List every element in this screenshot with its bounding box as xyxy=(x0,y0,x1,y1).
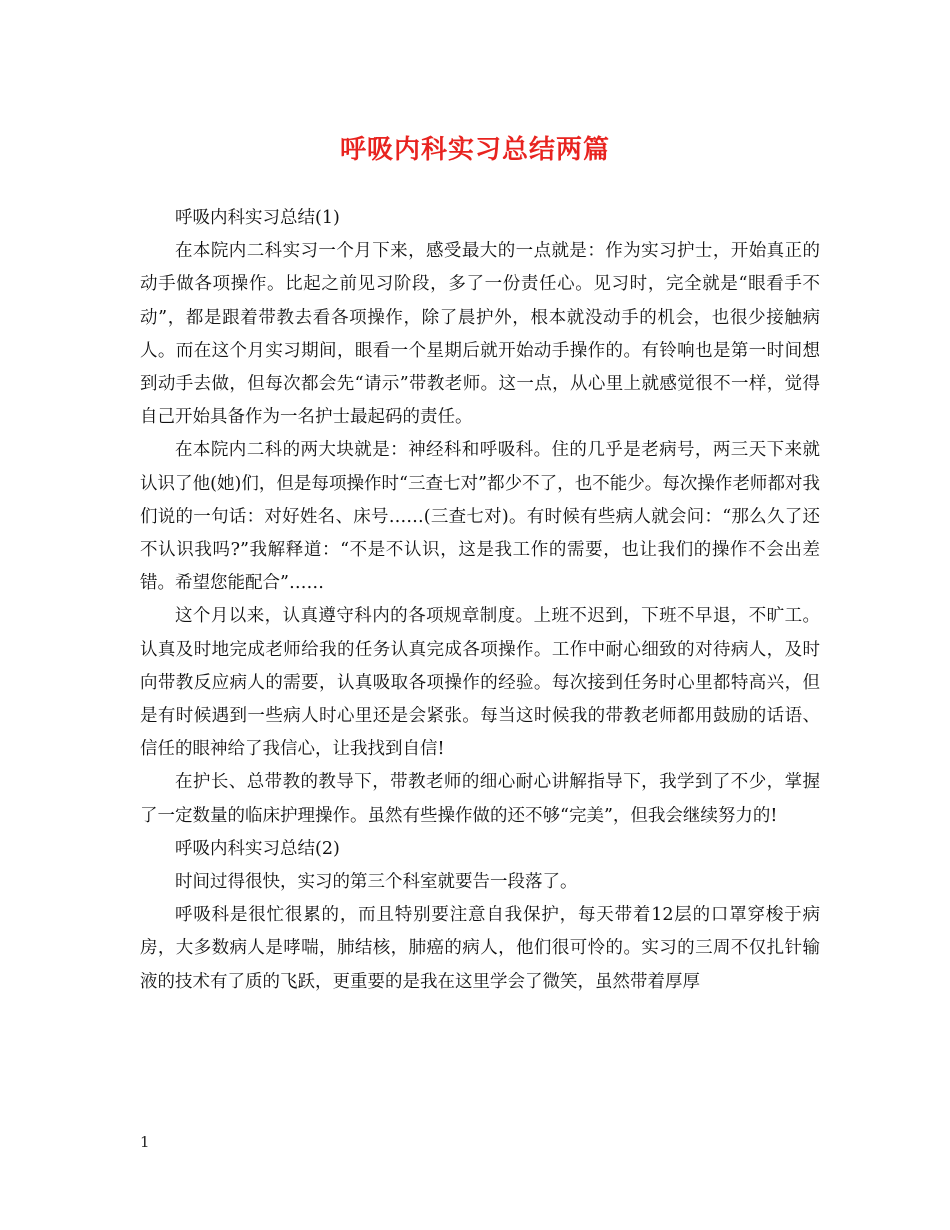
document-title: 呼吸内科实习总结两篇 xyxy=(339,135,610,165)
section-heading-1: 呼吸内科实习总结(1) xyxy=(175,208,340,228)
paragraph: 呼吸科是很忙很累的，而且特别要注意自我保护，每天带着12层的口罩穿梭于病房，大多数病人是哮喘，肺结核，肺癌的病人，他们很可怜的。实习的三周不仅扎针输液的技术有了质的飞跃，更重要的是我在这里学会了微笑，虽然带着厚厚 xyxy=(140,905,820,992)
paragraph: 时间过得很快，实习的第三个科室就要告一段落了。 xyxy=(175,872,578,893)
paragraph: 在护长、总带教的教导下，带教老师的细心耐心讲解指导下，我学到了不少，掌握了一定数量的临床护理操作。虽然有些操作做的还不够“完美”，但我会继续努力的! xyxy=(140,772,820,826)
section-heading-2: 呼吸内科实习总结(2) xyxy=(175,838,340,859)
document-body xyxy=(140,202,820,999)
paragraph: 这个月以来，认真遵守科内的各项规章制度。上班不迟到，下班不早退，不旷工。认真及时地完成老师给我的任务认真完成各项操作。工作中耐心细致的对待病人，及时向带教反应病人的需要，认真吸取各项操作的经验。每次接到任务时心里都特高兴，但是有时候遇到一些病人时心里还是会紧张。每当这时候我的带教老师都用鼓励的话语、信任的眼神给了我信心，让我找到自信! xyxy=(140,606,820,760)
paragraph: 在本院内二科的两大块就是：神经科和呼吸科。住的几乎是老病号，两三天下来就认识了他(她)们，但是每项操作时“三查七对”都少不了，也不能少。每次操作老师都对我们说的一句话：对好姓名、床号……(三查七对)。有时候有些病人就会问：“那么久了还不认识我吗?”我解释道：“不是不认识，这是我工作的需要，也让我们的操作不会出差错。希望您能配合”…… xyxy=(140,440,820,594)
page-number: 1 xyxy=(140,1133,150,1151)
paragraph: 在本院内二科实习一个月下来，感受最大的一点就是：作为实习护士，开始真正的动手做各项操作。比起之前见习阶段，多了一份责任心。见习时，完全就是“眼看手不动”，都是跟着带教去看各项操作，除了晨护外，根本就没动手的机会，也很少接触病人。而在这个月实习期间，眼看一个星期后就开始动手操作的。有铃响也是第一时间想到动手去做，但每次都会先“请示”带教老师。这一点，从心里上就感觉很不一样，觉得自己开始具备作为一名护士最起码的责任。 xyxy=(140,241,820,428)
